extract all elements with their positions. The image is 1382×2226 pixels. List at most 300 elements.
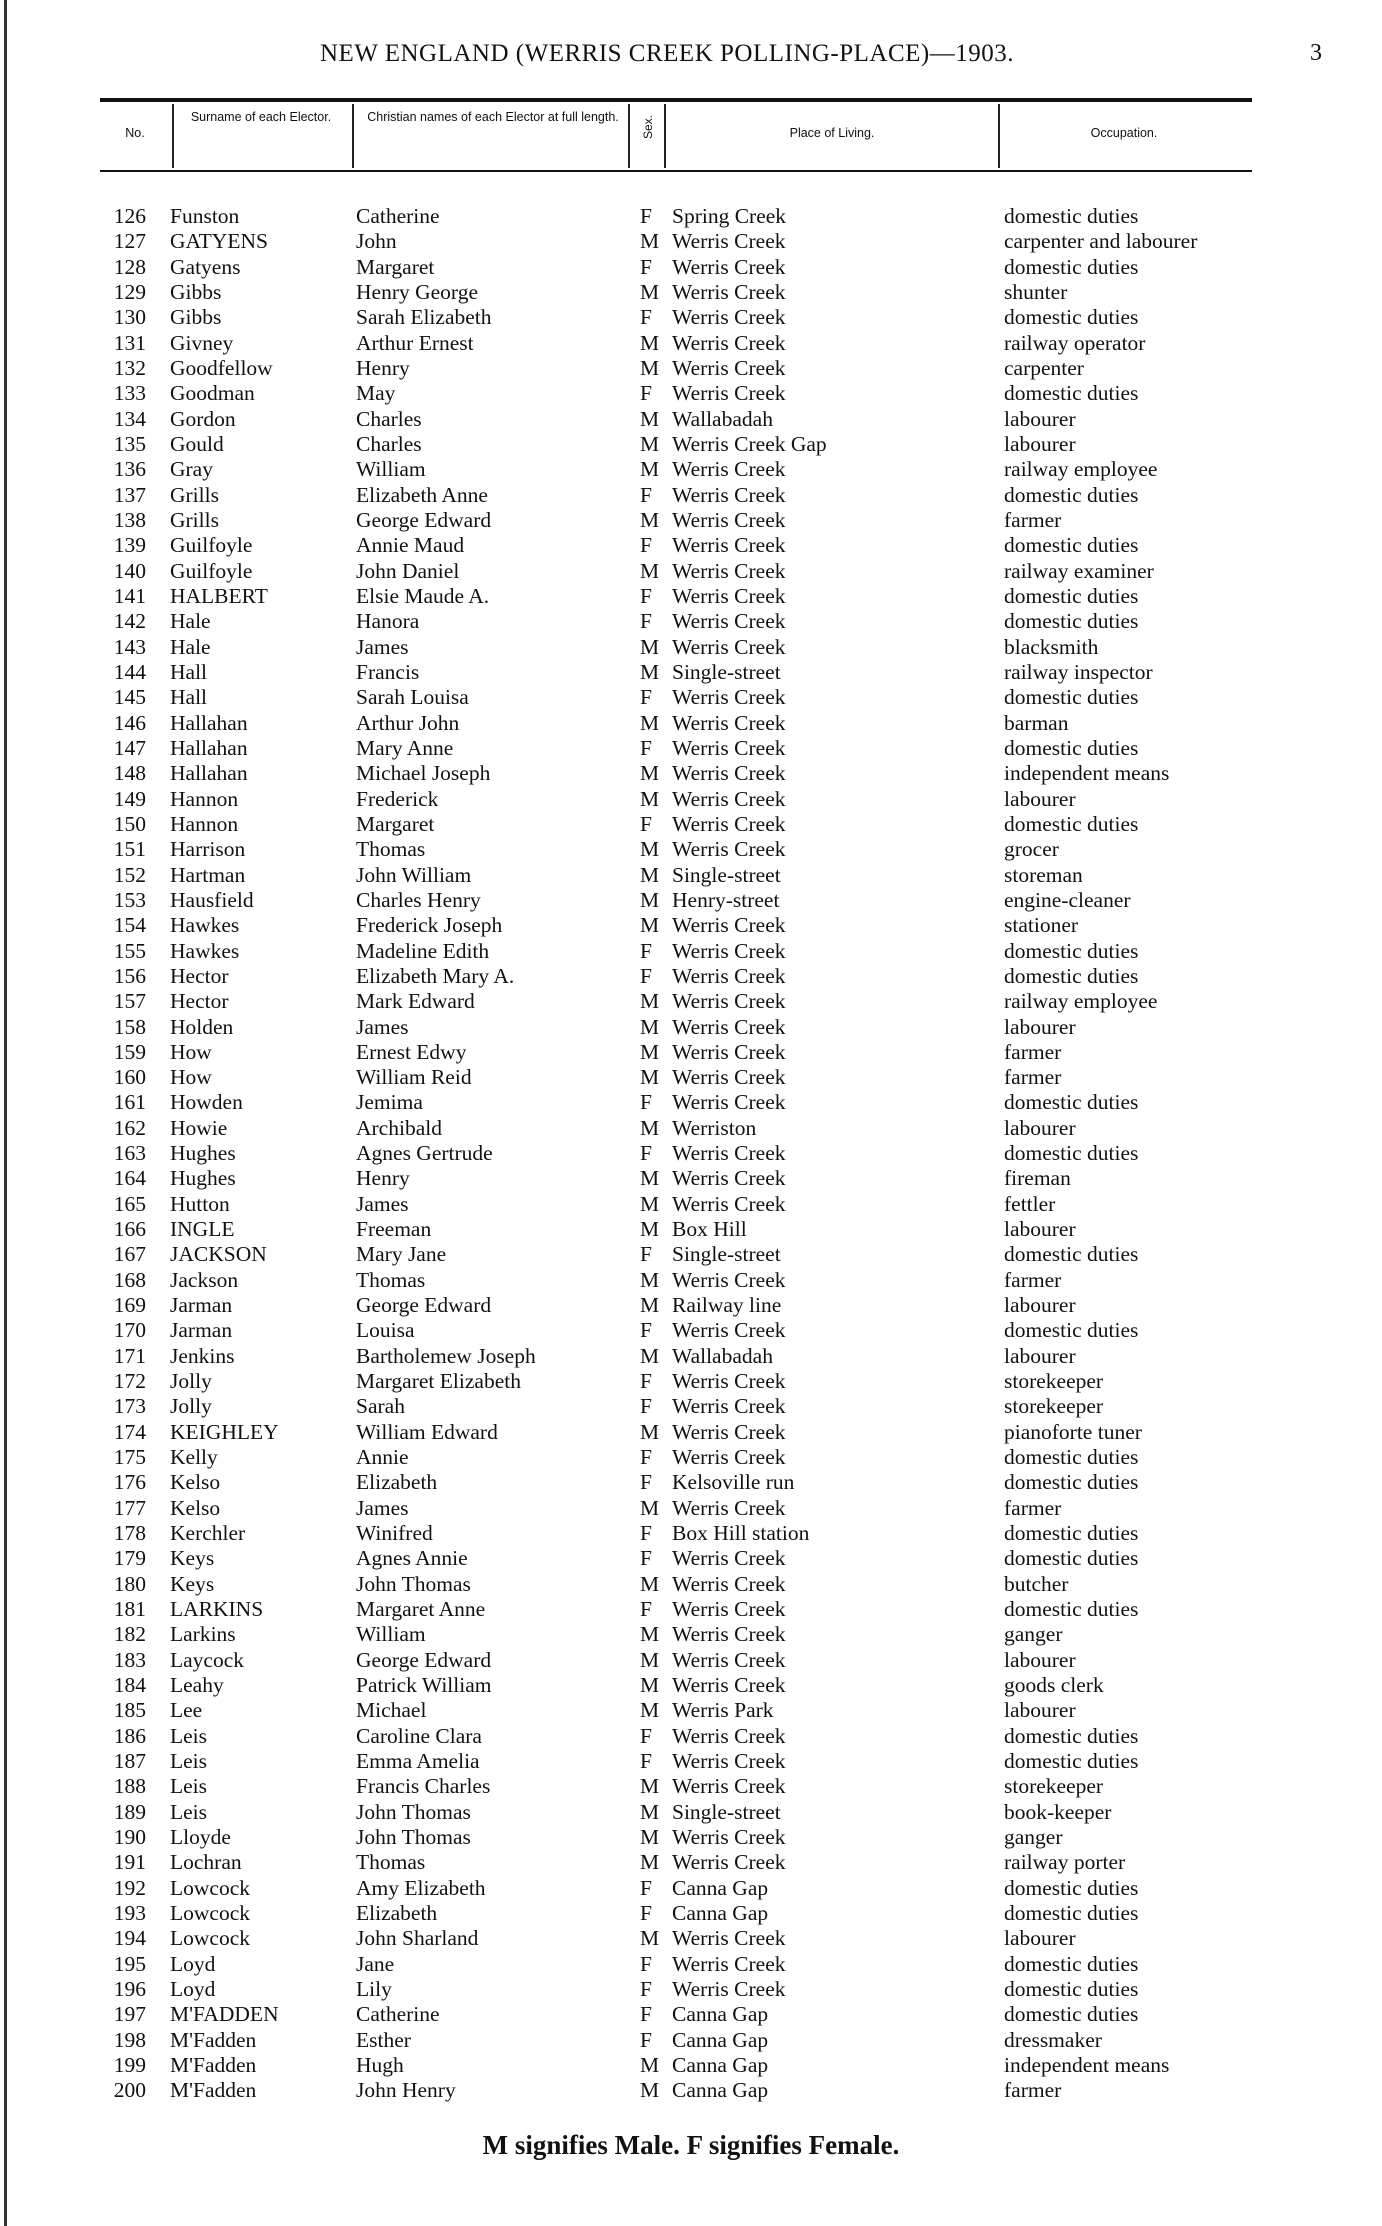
- elector-number: 176: [113, 1470, 146, 1495]
- elector-occupation: labourer: [1004, 1926, 1076, 1951]
- elector-occupation: domestic duties: [1004, 1318, 1139, 1343]
- elector-number: 197: [113, 2002, 146, 2027]
- elector-place-of-living: Werris Creek: [672, 685, 786, 710]
- elector-place-of-living: Werris Creek: [672, 1065, 786, 1090]
- elector-occupation: storekeeper: [1004, 1369, 1104, 1394]
- elector-row: [0, 1876, 1382, 1901]
- elector-sex: F: [640, 1445, 652, 1470]
- elector-christian-names: Mary Anne: [356, 735, 454, 760]
- elector-sex: M: [640, 862, 660, 887]
- elector-number: 151: [113, 837, 146, 862]
- elector-surname: M'Fadden: [170, 2078, 257, 2103]
- elector-row: [0, 1445, 1382, 1470]
- elector-surname: Gibbs: [170, 279, 222, 304]
- column-header-christian-names: Christian names of each Elector at full length.: [367, 110, 619, 124]
- elector-row: [0, 331, 1382, 356]
- elector-place-of-living: Werris Creek: [672, 1394, 786, 1419]
- elector-row: [0, 1116, 1382, 1141]
- elector-surname: Howie: [170, 1115, 228, 1140]
- elector-row: [0, 1496, 1382, 1521]
- elector-occupation: farmer: [1004, 1065, 1062, 1090]
- elector-number: 194: [113, 1926, 146, 1951]
- elector-place-of-living: Werris Creek: [672, 1419, 786, 1444]
- elector-number: 134: [113, 406, 146, 431]
- elector-number: 161: [113, 1090, 146, 1115]
- elector-christian-names: George Edward: [356, 1647, 492, 1672]
- elector-place-of-living: Single-street: [672, 1242, 781, 1267]
- elector-place-of-living: Werris Creek: [672, 507, 786, 532]
- elector-surname: Laycock: [170, 1647, 245, 1672]
- page-title: NEW ENGLAND (WERRIS CREEK POLLING-PLACE)—1903.: [320, 40, 1015, 67]
- elector-place-of-living: Wallabadah: [672, 1343, 773, 1368]
- elector-number: 191: [113, 1850, 146, 1875]
- elector-christian-names: Elsie Maude A.: [356, 583, 490, 608]
- elector-row: [0, 761, 1382, 786]
- elector-surname: Gould: [170, 431, 224, 456]
- elector-row: [0, 863, 1382, 888]
- elector-surname: Gray: [170, 457, 213, 482]
- elector-occupation: railway employee: [1004, 989, 1158, 1014]
- elector-surname: Hartman: [170, 862, 246, 887]
- elector-place-of-living: Canna Gap: [672, 2052, 769, 2077]
- elector-row: [0, 584, 1382, 609]
- elector-number: 199: [113, 2052, 146, 2077]
- elector-sex: F: [640, 1090, 652, 1115]
- elector-christian-names: James: [356, 1014, 409, 1039]
- elector-number: 150: [113, 811, 146, 836]
- elector-row: [0, 508, 1382, 533]
- elector-number: 175: [113, 1445, 146, 1470]
- elector-row: [0, 1015, 1382, 1040]
- elector-place-of-living: Werris Creek: [672, 1825, 786, 1849]
- elector-christian-names: Jane: [356, 1951, 395, 1976]
- elector-christian-names: Mark Edward: [356, 989, 475, 1014]
- elector-place-of-living: Werris Creek: [672, 1445, 786, 1470]
- elector-occupation: labourer: [1004, 1217, 1076, 1242]
- elector-row: [0, 1344, 1382, 1369]
- elector-surname: Guilfoyle: [170, 533, 253, 558]
- elector-sex: F: [640, 2002, 652, 2027]
- elector-place-of-living: Werris Creek: [672, 1090, 786, 1115]
- elector-surname: Hall: [170, 659, 208, 684]
- elector-sex: M: [640, 406, 660, 431]
- elector-occupation: domestic duties: [1004, 305, 1139, 330]
- elector-surname: Hughes: [170, 1141, 236, 1166]
- elector-surname: Hale: [170, 609, 211, 634]
- elector-number: 131: [113, 330, 146, 355]
- elector-row: [0, 888, 1382, 913]
- elector-occupation: domestic duties: [1004, 583, 1139, 608]
- elector-place-of-living: Werris Creek: [672, 1723, 786, 1748]
- elector-row: [0, 2028, 1382, 2053]
- elector-number: 142: [113, 609, 146, 634]
- elector-sex: M: [640, 507, 660, 532]
- elector-occupation: domestic duties: [1004, 938, 1139, 963]
- elector-christian-names: Mary Jane: [356, 1242, 447, 1267]
- elector-sex: M: [640, 1647, 660, 1672]
- elector-surname: HALBERT: [170, 583, 268, 608]
- elector-surname: Hutton: [170, 1191, 230, 1216]
- elector-surname: Jarman: [170, 1318, 233, 1343]
- elector-number: 182: [113, 1622, 146, 1647]
- sex-legend: M signifies Male. F signifies Female.: [482, 2130, 900, 2160]
- elector-number: 148: [113, 761, 146, 786]
- elector-number: 139: [113, 533, 146, 558]
- elector-place-of-living: Single-street: [672, 1799, 781, 1824]
- elector-place-of-living: Single-street: [672, 659, 781, 684]
- elector-sex: M: [640, 1799, 660, 1824]
- elector-number: 149: [113, 786, 146, 811]
- elector-surname: INGLE: [170, 1217, 235, 1242]
- elector-number: 128: [113, 254, 146, 279]
- elector-number: 137: [113, 482, 146, 507]
- elector-row: [0, 787, 1382, 812]
- elector-row: [0, 989, 1382, 1014]
- elector-occupation: labourer: [1004, 786, 1076, 811]
- elector-sex: F: [640, 1976, 652, 2001]
- elector-surname: Larkins: [170, 1622, 236, 1647]
- elector-number: 159: [113, 1039, 146, 1064]
- elector-sex: M: [640, 1419, 660, 1444]
- elector-surname: Goodfellow: [170, 355, 273, 380]
- elector-row: [0, 559, 1382, 584]
- elector-sex: F: [640, 1875, 652, 1900]
- elector-christian-names: James: [356, 634, 409, 659]
- elector-occupation: domestic duties: [1004, 1951, 1139, 1976]
- elector-sex: M: [640, 710, 660, 735]
- header-rule-bottom: [100, 170, 1252, 172]
- elector-sex: M: [640, 1115, 660, 1140]
- elector-surname: Hale: [170, 634, 211, 659]
- elector-place-of-living: Box Hill: [672, 1217, 747, 1242]
- elector-row: [0, 305, 1382, 330]
- elector-surname: Hannon: [170, 811, 239, 836]
- elector-sex: M: [640, 761, 660, 786]
- elector-surname: Lochran: [170, 1850, 242, 1875]
- elector-christian-names: Madeline Edith: [356, 938, 490, 963]
- elector-surname: Gibbs: [170, 305, 222, 330]
- elector-row: [0, 2053, 1382, 2078]
- elector-surname: Jolly: [170, 1394, 212, 1419]
- elector-christian-names: Francis: [356, 659, 420, 684]
- elector-place-of-living: Canna Gap: [672, 1875, 769, 1900]
- elector-place-of-living: Werris Park: [672, 1698, 774, 1723]
- elector-number: 196: [113, 1976, 146, 2001]
- elector-surname: Jenkins: [170, 1343, 235, 1368]
- elector-surname: M'FADDEN: [170, 2002, 279, 2027]
- elector-place-of-living: Werris Creek: [672, 710, 786, 735]
- elector-christian-names: Henry George: [356, 279, 478, 304]
- elector-surname: Holden: [170, 1014, 234, 1039]
- elector-sex: M: [640, 1698, 660, 1723]
- elector-surname: GATYENS: [170, 229, 268, 254]
- elector-surname: Hector: [170, 989, 229, 1014]
- elector-occupation: independent means: [1004, 761, 1170, 786]
- elector-christian-names: Elizabeth: [356, 1470, 438, 1495]
- elector-row: [0, 1673, 1382, 1698]
- elector-occupation: butcher: [1004, 1571, 1069, 1596]
- elector-surname: Guilfoyle: [170, 558, 253, 583]
- elector-surname: M'Fadden: [170, 2027, 257, 2052]
- elector-row: [0, 1090, 1382, 1115]
- elector-occupation: labourer: [1004, 406, 1076, 431]
- elector-occupation: farmer: [1004, 1267, 1062, 1292]
- elector-row: [0, 1622, 1382, 1647]
- elector-number: 177: [113, 1495, 146, 1520]
- elector-sex: F: [640, 1141, 652, 1166]
- elector-christian-names: Archibald: [356, 1115, 442, 1140]
- elector-sex: F: [640, 1318, 652, 1343]
- elector-christian-names: John Henry: [356, 2078, 456, 2103]
- elector-table-body: [0, 204, 1382, 2104]
- elector-christian-names: Ernest Edwy: [356, 1039, 467, 1064]
- elector-christian-names: Bartholemew Joseph: [356, 1343, 536, 1368]
- elector-surname: Lowcock: [170, 1875, 250, 1900]
- elector-place-of-living: Werris Creek: [672, 735, 786, 760]
- elector-surname: LARKINS: [170, 1597, 264, 1622]
- elector-number: 158: [113, 1014, 146, 1039]
- elector-number: 160: [113, 1065, 146, 1090]
- elector-number: 153: [113, 887, 146, 912]
- elector-surname: Gordon: [170, 406, 236, 431]
- header-rule-top: [100, 98, 1252, 102]
- elector-sex: F: [640, 963, 652, 988]
- elector-row: [0, 533, 1382, 558]
- elector-sex: M: [640, 989, 660, 1014]
- elector-occupation: shunter: [1004, 279, 1068, 304]
- elector-surname: JACKSON: [170, 1242, 267, 1267]
- elector-number: 130: [113, 305, 146, 330]
- elector-place-of-living: Wallabadah: [672, 406, 773, 431]
- elector-row: [0, 1040, 1382, 1065]
- elector-occupation: labourer: [1004, 1698, 1076, 1723]
- elector-number: 169: [113, 1293, 146, 1318]
- elector-place-of-living: Single-street: [672, 862, 781, 887]
- elector-place-of-living: Werris Creek: [672, 634, 786, 659]
- elector-christian-names: Esther: [356, 2027, 411, 2052]
- elector-occupation: independent means: [1004, 2052, 1170, 2077]
- elector-row: [0, 1521, 1382, 1546]
- elector-christian-names: May: [356, 381, 396, 406]
- elector-number: 173: [113, 1394, 146, 1419]
- elector-sex: M: [640, 1039, 660, 1064]
- elector-sex: F: [640, 583, 652, 608]
- elector-christian-names: Hugh: [356, 2052, 404, 2077]
- elector-number: 178: [113, 1521, 146, 1546]
- elector-christian-names: Margaret Elizabeth: [356, 1369, 521, 1394]
- elector-row: [0, 381, 1382, 406]
- elector-place-of-living: Werris Creek: [672, 1951, 786, 1976]
- elector-sex: F: [640, 1900, 652, 1925]
- elector-surname: Givney: [170, 330, 234, 355]
- elector-number: 164: [113, 1166, 146, 1191]
- elector-occupation: carpenter and labourer: [1004, 229, 1198, 254]
- elector-occupation: engine-cleaner: [1004, 887, 1131, 912]
- elector-number: 185: [113, 1698, 146, 1723]
- elector-occupation: pianoforte tuner: [1004, 1419, 1142, 1444]
- page-number: 3: [1310, 40, 1322, 66]
- elector-occupation: labourer: [1004, 1647, 1076, 1672]
- elector-christian-names: Henry: [356, 1166, 410, 1191]
- elector-row: [0, 1774, 1382, 1799]
- elector-row: [0, 1648, 1382, 1673]
- elector-sex: F: [640, 811, 652, 836]
- elector-row: [0, 1065, 1382, 1090]
- elector-row: [0, 356, 1382, 381]
- elector-christian-names: Elizabeth Mary A.: [356, 963, 515, 988]
- elector-christian-names: Amy Elizabeth: [356, 1875, 486, 1900]
- elector-sex: M: [640, 1267, 660, 1292]
- elector-christian-names: Frederick Joseph: [356, 913, 503, 938]
- elector-number: 127: [113, 229, 146, 254]
- elector-number: 187: [113, 1749, 146, 1774]
- elector-place-of-living: Werris Creek: [672, 305, 786, 330]
- elector-surname: Kerchler: [170, 1521, 246, 1546]
- elector-place-of-living: Werris Creek: [672, 254, 786, 279]
- elector-row: [0, 685, 1382, 710]
- elector-place-of-living: Werris Creek: [672, 229, 786, 254]
- elector-sex: F: [640, 533, 652, 558]
- elector-sex: M: [640, 1774, 660, 1799]
- elector-number: 168: [113, 1267, 146, 1292]
- elector-occupation: labourer: [1004, 1115, 1076, 1140]
- elector-place-of-living: Werris Creek: [672, 482, 786, 507]
- elector-number: 189: [113, 1799, 146, 1824]
- elector-christian-names: Annie: [356, 1445, 409, 1470]
- elector-christian-names: William: [356, 457, 426, 482]
- elector-surname: Hallahan: [170, 761, 248, 786]
- elector-occupation: stationer: [1004, 913, 1079, 938]
- elector-surname: Keys: [170, 1546, 215, 1571]
- elector-number: 184: [113, 1673, 146, 1698]
- elector-surname: Howden: [170, 1090, 243, 1115]
- elector-place-of-living: Werris Creek: [672, 1014, 786, 1039]
- column-header-sex: Sex.: [641, 114, 656, 140]
- elector-occupation: dressmaker: [1004, 2027, 1102, 2052]
- elector-number: 141: [113, 583, 146, 608]
- elector-place-of-living: Werris Creek: [672, 1039, 786, 1064]
- elector-place-of-living: Werris Creek: [672, 913, 786, 938]
- elector-christian-names: Henry: [356, 355, 410, 380]
- elector-sex: M: [640, 1825, 660, 1849]
- elector-place-of-living: Werris Creek: [672, 533, 786, 558]
- elector-surname: Hallahan: [170, 735, 248, 760]
- elector-number: 144: [113, 659, 146, 684]
- elector-number: 190: [113, 1825, 146, 1849]
- elector-place-of-living: Werris Creek: [672, 1369, 786, 1394]
- elector-sex: M: [640, 1926, 660, 1951]
- elector-occupation: domestic duties: [1004, 1597, 1139, 1622]
- elector-sex: M: [640, 1191, 660, 1216]
- elector-place-of-living: Werris Creek: [672, 355, 786, 380]
- elector-surname: Kelso: [170, 1470, 221, 1495]
- elector-place-of-living: Canna Gap: [672, 2078, 769, 2103]
- elector-christian-names: John William: [356, 862, 472, 887]
- elector-christian-names: Francis Charles: [356, 1774, 491, 1799]
- elector-christian-names: Winifred: [356, 1521, 433, 1546]
- elector-row: [0, 1394, 1382, 1419]
- elector-place-of-living: Werris Creek: [672, 1267, 786, 1292]
- elector-sex: M: [640, 1343, 660, 1368]
- elector-row: [0, 1369, 1382, 1394]
- elector-surname: Hawkes: [170, 913, 240, 938]
- elector-christian-names: Michael Joseph: [356, 761, 491, 786]
- elector-surname: Funston: [170, 204, 240, 228]
- elector-number: 188: [113, 1774, 146, 1799]
- elector-occupation: domestic duties: [1004, 1546, 1139, 1571]
- elector-number: 180: [113, 1571, 146, 1596]
- elector-surname: How: [170, 1065, 212, 1090]
- elector-christian-names: William: [356, 1622, 426, 1647]
- elector-christian-names: Thomas: [356, 837, 426, 862]
- elector-row: [0, 483, 1382, 508]
- elector-row: [0, 1470, 1382, 1495]
- elector-sex: M: [640, 1850, 660, 1875]
- elector-sex: M: [640, 431, 660, 456]
- elector-christian-names: Charles: [356, 431, 422, 456]
- elector-sex: F: [640, 2027, 652, 2052]
- elector-number: 143: [113, 634, 146, 659]
- elector-christian-names: Margaret: [356, 254, 435, 279]
- elector-sex: F: [640, 254, 652, 279]
- elector-occupation: labourer: [1004, 1293, 1076, 1318]
- elector-number: 133: [113, 381, 146, 406]
- elector-place-of-living: Box Hill station: [672, 1521, 810, 1546]
- elector-number: 181: [113, 1597, 146, 1622]
- elector-place-of-living: Canna Gap: [672, 2027, 769, 2052]
- elector-christian-names: Lily: [356, 1976, 392, 2001]
- elector-sex: F: [640, 938, 652, 963]
- elector-place-of-living: Werris Creek: [672, 1647, 786, 1672]
- elector-sex: F: [640, 381, 652, 406]
- elector-row: [0, 204, 1382, 229]
- elector-place-of-living: Werris Creek: [672, 786, 786, 811]
- elector-place-of-living: Werris Creek: [672, 1597, 786, 1622]
- elector-place-of-living: Werris Creek: [672, 1166, 786, 1191]
- elector-christian-names: Catherine: [356, 204, 440, 228]
- elector-number: 156: [113, 963, 146, 988]
- elector-number: 171: [113, 1343, 146, 1368]
- elector-occupation: blacksmith: [1004, 634, 1099, 659]
- elector-occupation: storekeeper: [1004, 1394, 1104, 1419]
- elector-row: [0, 255, 1382, 280]
- elector-place-of-living: Werris Creek: [672, 1976, 786, 2001]
- elector-row: [0, 837, 1382, 862]
- elector-number: 167: [113, 1242, 146, 1267]
- elector-christian-names: James: [356, 1495, 409, 1520]
- elector-christian-names: Patrick William: [356, 1673, 492, 1698]
- elector-surname: Hausfield: [170, 887, 254, 912]
- elector-row: [0, 1166, 1382, 1191]
- elector-number: 155: [113, 938, 146, 963]
- column-header-occupation: Occupation.: [1090, 126, 1158, 140]
- elector-sex: F: [640, 1521, 652, 1546]
- elector-occupation: railway operator: [1004, 330, 1146, 355]
- elector-surname: Kelly: [170, 1445, 218, 1470]
- elector-row: [0, 660, 1382, 685]
- elector-surname: Kelso: [170, 1495, 221, 1520]
- elector-place-of-living: Werris Creek: [672, 1495, 786, 1520]
- elector-row: [0, 2078, 1382, 2103]
- elector-christian-names: John Sharland: [356, 1926, 479, 1951]
- elector-christian-names: John: [356, 229, 397, 254]
- elector-row: [0, 1546, 1382, 1571]
- elector-occupation: domestic duties: [1004, 1749, 1139, 1774]
- elector-row: [0, 939, 1382, 964]
- elector-row: [0, 635, 1382, 660]
- elector-row: [0, 812, 1382, 837]
- elector-christian-names: George Edward: [356, 1293, 492, 1318]
